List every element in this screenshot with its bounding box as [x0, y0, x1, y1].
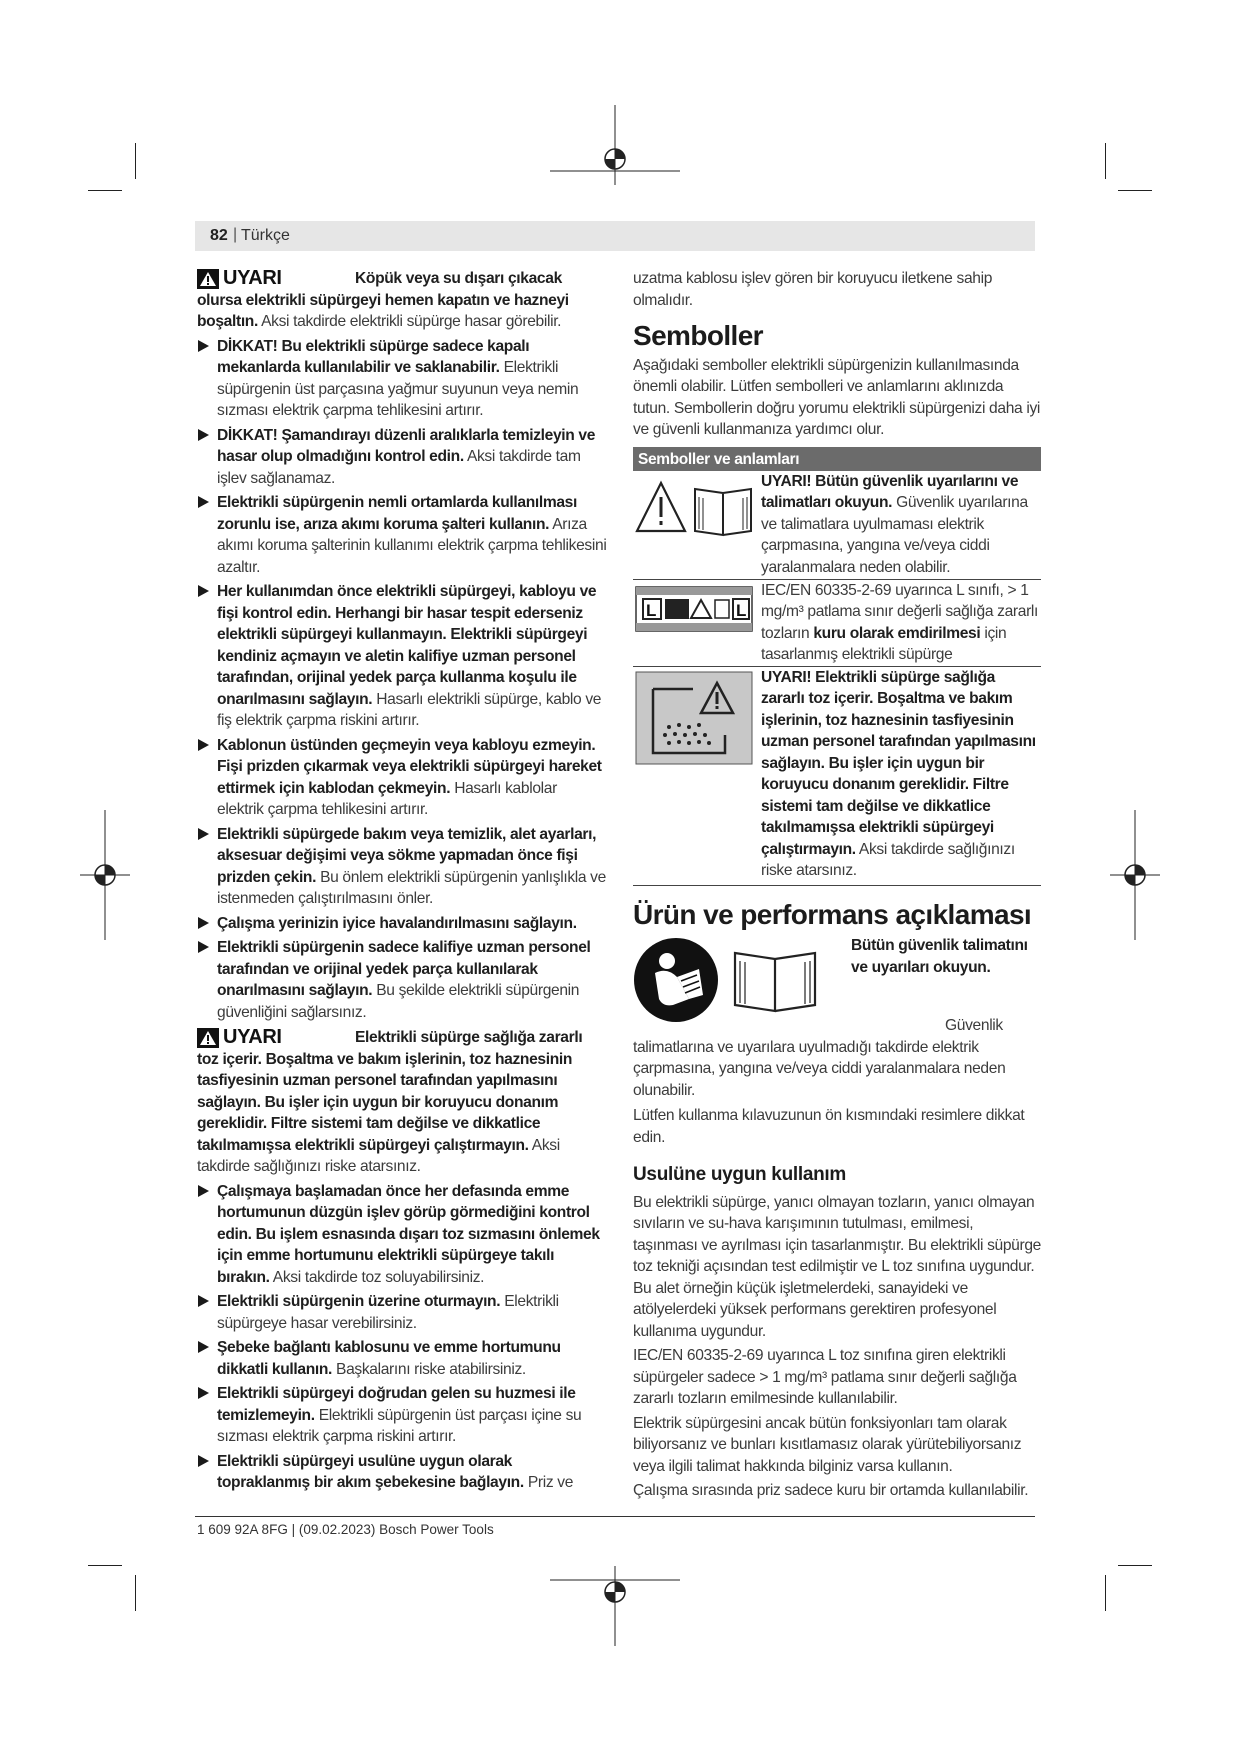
symbol-description: [755, 667, 1041, 885]
symbols-table-header: Semboller ve anlamları: [633, 447, 1041, 471]
crop-mark: [1118, 190, 1152, 191]
svg-text:L: L: [736, 600, 747, 620]
symbol-bold: UYARI! Bütün güvenlik uyarılarını ve talimatları okuyun.: [761, 472, 1019, 511]
bullet-text: Hasarlı elektrikli süpürge, kablo ve fiş elektrik çarpma riskini artırır.: [217, 690, 602, 729]
bullet-arrow-icon: [198, 1185, 209, 1197]
bullet-bold: Kablonun üstünden geçmeyin veya kabloyu ezmeyin. Fişi prizden çıkarmak veya elektrikli süpürgeyi hareket ettirmek için kablodan çekmeyin.: [217, 736, 602, 797]
crop-mark: [1118, 1565, 1152, 1566]
warning-rest: Aksi takdirde sağlığınızı riske atarsınız.: [197, 1136, 560, 1175]
section-title-semboller: Semboller: [633, 320, 763, 351]
bullet-item: [197, 824, 607, 910]
warning-label-text: UYARI: [223, 267, 282, 289]
symbol-bold: UYARI! Elektrikli süpürge sağlığa zararlı toz içerir. Boşaltma ve bakım işlerinin, toz haznesinin tasfiyesinin uzman personel tarafından yapılmasını sağlayın. Bu işler için uygun bir koruyucu donanım gereklidir. Filtre sistemi tam değilse ve dikkatlice takılmamışsa elektrikli süpürgeyi çalıştırmayın.: [761, 668, 1036, 858]
bullet-text: Başkalarını riske atabilirsiniz.: [336, 1360, 526, 1378]
bullet-item: [197, 913, 607, 935]
bullet-text: Elektrikli süpürgenin üst parçasına yağmur suyunun veya nemin sızması elektrik çarpma tehlikesini artırır.: [217, 359, 579, 419]
bullet-text: Aksi takdirde tam işlev sağlanamaz.: [217, 448, 581, 487]
registration-mark-icon: [550, 1566, 680, 1646]
section-title-urun: Ürün ve performans açıklaması: [633, 898, 1032, 930]
dust-class-l-icon: [635, 586, 755, 636]
read-manual-bold: [851, 935, 1041, 978]
bullet-item: [197, 1337, 607, 1380]
page-header: [195, 221, 1035, 251]
bullet-text: Aksi takdirde toz soluyabilirsiniz.: [272, 1268, 485, 1286]
bullet-item: [197, 336, 607, 422]
symbol-bold: kuru olarak emdirilmesi: [813, 624, 981, 642]
bullet-item: [197, 581, 607, 732]
bullet-arrow-icon: [198, 429, 209, 441]
bullet-text: Priz ve: [527, 1474, 574, 1491]
warning-lead: Elektrikli süpürge sağlığa zararlı toz içerir. Boşaltma ve bakım işlerinin, toz haznesinin tasfiyesinin uzman personel tarafından yapılmasını sağlayın. Bu işler için uygun bir koruyucu donanım gereklidir. Filtre sistemi tam değilse ve dikkatlice takılmamışsa elektrikli süpürgeyi çalıştırmayın.: [197, 1029, 583, 1154]
symbol-row: [633, 471, 1041, 580]
symbol-description: [755, 580, 1041, 666]
bullet-text: Arıza akımı koruma şalterinin kullanımı elektrik çarpma tehlikesini azaltır.: [217, 515, 607, 576]
bullet-arrow-icon: [198, 1387, 209, 1399]
right-column: [633, 268, 1041, 1505]
registration-mark-icon: [80, 810, 130, 940]
bullet-arrow-icon: [198, 1341, 209, 1353]
header-separator: |: [233, 226, 238, 243]
bullet-arrow-icon: [198, 941, 209, 953]
crop-mark: [88, 1565, 122, 1566]
warning-label: [197, 268, 282, 290]
urun-paragraph: Lütfen kullanma kılavuzunun ön kısmındaki resimlere dikkat edin.: [633, 1107, 1025, 1146]
symbol-description: [755, 471, 1041, 579]
symbol-text: Güvenlik uyarılarına ve talimatlara uyulmaması elektrik çarpmasına, yangına ve/veya ciddi yaralanmalara neden olabilir.: [761, 494, 1028, 576]
bullet-text: Bu şekilde elektrikli süpürgenin güvenliğini sağlarsınız.: [217, 982, 580, 1021]
footer-rule: [195, 1516, 1035, 1517]
bullet-text: Bu önlem elektrikli süpürgenin yanlışlıkla ve istenmeden çalıştırılmasını önler.: [217, 868, 606, 907]
warning-block: [197, 1027, 607, 1071]
warning-triangle-icon: [197, 269, 219, 289]
bullet-arrow-icon: [198, 585, 209, 597]
bullet-item: [197, 1451, 607, 1494]
warning-rest: Aksi takdirde elektrikli süpürge hasar görebilir.: [261, 313, 562, 330]
bullet-list: [197, 1181, 607, 1494]
symbol-image: [633, 471, 755, 579]
bullet-item: [197, 425, 607, 490]
bullet-arrow-icon: [198, 917, 209, 929]
bullet-item: [197, 735, 607, 821]
symbol-text: için tasarlanmış elektrikli süpürge: [761, 624, 1007, 663]
warning-lead: Köpük veya su dışarı çıkacak olursa elektrikli süpürgeyi hemen kapatın ve hazneyi boşaltın.: [197, 270, 569, 330]
usul-paragraph-4: Çalışma sırasında priz sadece kuru bir ortamda kullanılabilir.: [633, 1482, 1029, 1499]
subsection-title-usul: Usulüne uygun kullanım: [633, 1164, 846, 1185]
bullet-bold: Çalışmaya başlamadan önce her defasında emme hortumunun düzgün işlev görüp görmediğini kontrol edin. Bu işlem esnasında dışarı toz sızmasını önlemek için emme hortumunu elektrikli süpürgeye takılı bırakın.: [217, 1182, 600, 1286]
registration-mark-icon: [550, 105, 680, 185]
bullet-bold: DİKKAT! Bu elektrikli süpürge sadece kapalı mekanlarda kullanılabilir ve saklanabilir.: [217, 337, 530, 376]
crop-mark: [135, 1575, 136, 1611]
bullet-text: Hasarlı kablolar elektrik çarpma tehlikesini artırır.: [217, 779, 557, 818]
read-manual-warning-icon: [635, 479, 755, 549]
usul-paragraph-3: Elektrik süpürgesini ancak bütün fonksiyonları tam olarak biliyorsanız ve bunları kısıtlamasız olarak yürütebiliyorsanız veya ilgili talimat hakkında bilginiz varsa kullanın.: [633, 1414, 1022, 1475]
bullet-bold: Elektrikli süpürgenin nemli ortamlarda kullanılması zorunlu ise, arıza akımı koruma şalteri kullanın.: [217, 494, 577, 533]
crop-mark: [88, 190, 122, 191]
bullet-arrow-icon: [198, 739, 209, 751]
bullet-bold: DİKKAT! Şamandırayı düzenli aralıklarla temizleyin ve hasar olup olmadığını kontrol edin.: [217, 426, 596, 465]
bullet-list: [197, 336, 607, 1024]
usul-paragraph-1: Bu elektrikli süpürge, yanıcı olmayan tozların, yanıcı olmayan sıvıların ve su-hava karışımının tutulması, emilmesi, taşınması ve ayrılması için tasarlanmıştır. Bu elektrikli süpürge toz tekniği açısından test edilmiştir ve L toz sınıfına uygundur. Bu alet örneğin küçük işletmelerdeki, sanayideki ve atölyelerdeki yüksek performans gerektiren profesyonel kullanıma uygundur.: [633, 1193, 1041, 1340]
warning-block: [197, 268, 607, 312]
bullet-bold: Her kullanımdan önce elektrikli süpürgeyi, kabloyu ve fişi kontrol edin. Herhangi bir hasar tespit ederseniz elektrikli süpürgeyi kullanmayın. Elektrikli süpürgeyi kendiniz açmayın ve aletin kalifiye uzman personel tarafından, orijinal yedek parça kullanma koşulu ile onarılmasını sağlayın.: [217, 583, 597, 708]
manual-book-icon: [731, 945, 821, 1015]
registration-mark-icon: [1110, 810, 1160, 940]
symbol-text: IEC/EN 60335-2-69 uyarınca L sınıfı, > 1 mg/m³ patlama sınır değerli sağlığa zararlı tozların: [761, 581, 1039, 642]
bullet-arrow-icon: [198, 828, 209, 840]
symbol-image: [633, 580, 755, 666]
bullet-bold: Elektrikli süpürgede bakım veya temizlik, alet ayarları, aksesuar değişimi veya sökme yapmadan önce fişi prizden çekin.: [217, 825, 597, 886]
read-manual-block: [633, 935, 1041, 1101]
footer-text: 1 609 92A 8FG | (09.02.2023) Bosch Power Tools: [197, 1522, 494, 1537]
bullet-bold: Elektrikli süpürgeyi usulüne uygun olarak topraklanmış bir akım şebekesine bağlayın.: [217, 1452, 524, 1491]
bullet-bold: Çalışma yerinizin iyice havalandırılmasını sağlayın.: [217, 914, 577, 932]
continued-text: uzatma kablosu işlev gören bir koruyucu iletkene sahip olmalıdır.: [633, 270, 993, 309]
bullet-item: [197, 492, 607, 578]
symbol-row: [633, 667, 1041, 886]
bullet-item: [197, 937, 607, 1023]
read-manual-text-span: Güvenlik talimatlarına ve uyarılara uyulmadığı takdirde elektrik çarpmasına, yangına ve/veya ciddi yaralanmalara neden olunabilir.: [633, 1017, 1006, 1099]
bullet-arrow-icon: [198, 1295, 209, 1307]
warning-label: [197, 1027, 282, 1049]
bullet-arrow-icon: [198, 340, 209, 352]
symbol-text: Aksi takdirde sağlığınızı riske atarsınız.: [761, 840, 1015, 879]
bullet-item: [197, 1383, 607, 1448]
bullet-bold: Elektrikli süpürgenin üzerine oturmayın.: [217, 1293, 501, 1310]
bullet-text: Elektrikli süpürgeye hasar verebilirsiniz.: [217, 1293, 559, 1332]
hazardous-dust-icon: [635, 671, 755, 767]
crop-mark: [1105, 1575, 1106, 1611]
symbol-image: [633, 667, 755, 885]
svg-text:L: L: [646, 600, 657, 620]
page-number: 82: [210, 227, 228, 244]
usul-paragraph-2: IEC/EN 60335-2-69 uyarınca L toz sınıfına giren elektrikli süpürgeler sadece > 1 mg/m³ patlama sınır değerli sağlığa zararlı tozların emilmesinde kullanılabilir.: [633, 1347, 1017, 1407]
bullet-bold: Elektrikli süpürgeyi doğrudan gelen su huzmesi ile temizlemeyin.: [217, 1385, 576, 1424]
symbol-row: [633, 580, 1041, 667]
bullet-item: [197, 1181, 607, 1289]
bullet-arrow-icon: [198, 496, 209, 508]
bullet-bold: Şebeke bağlantı kablosunu ve emme hortumunu dikkatli kullanın.: [217, 1339, 561, 1378]
symbols-table: [633, 447, 1041, 886]
crop-mark: [135, 143, 136, 179]
warning-label-text: UYARI: [223, 1026, 282, 1048]
bullet-bold: Elektrikli süpürgenin sadece kalifiye uzman personel tarafından ve orijinal yedek parça kullanılarak onarılmasını sağlayın.: [217, 939, 591, 999]
language-label: Türkçe: [241, 227, 290, 244]
bullet-item: [197, 1291, 607, 1334]
crop-mark: [1105, 143, 1106, 179]
left-column: [197, 268, 607, 1497]
warning-triangle-icon: [197, 1028, 219, 1048]
read-manual-person-icon: [633, 937, 719, 1023]
semboller-intro: Aşağıdaki semboller elektrikli süpürgenizin kullanılmasında önemli olabilir. Lütfen sembolleri ve anlamlarını aklınızda tutun. Sembollerin doğru yorumu elektrikli süpürgenizi daha iyi ve güvenli kullanmanıza yardımcı olur.: [633, 356, 1040, 438]
bullet-text: Elektrikli süpürgenin üst parçası içine su sızması elektrik çarpma riskini artırır.: [217, 1406, 582, 1445]
read-manual-bold-text: Bütün güvenlik talimatını ve uyarıları okuyun.: [851, 937, 1028, 976]
bullet-arrow-icon: [198, 1455, 209, 1467]
